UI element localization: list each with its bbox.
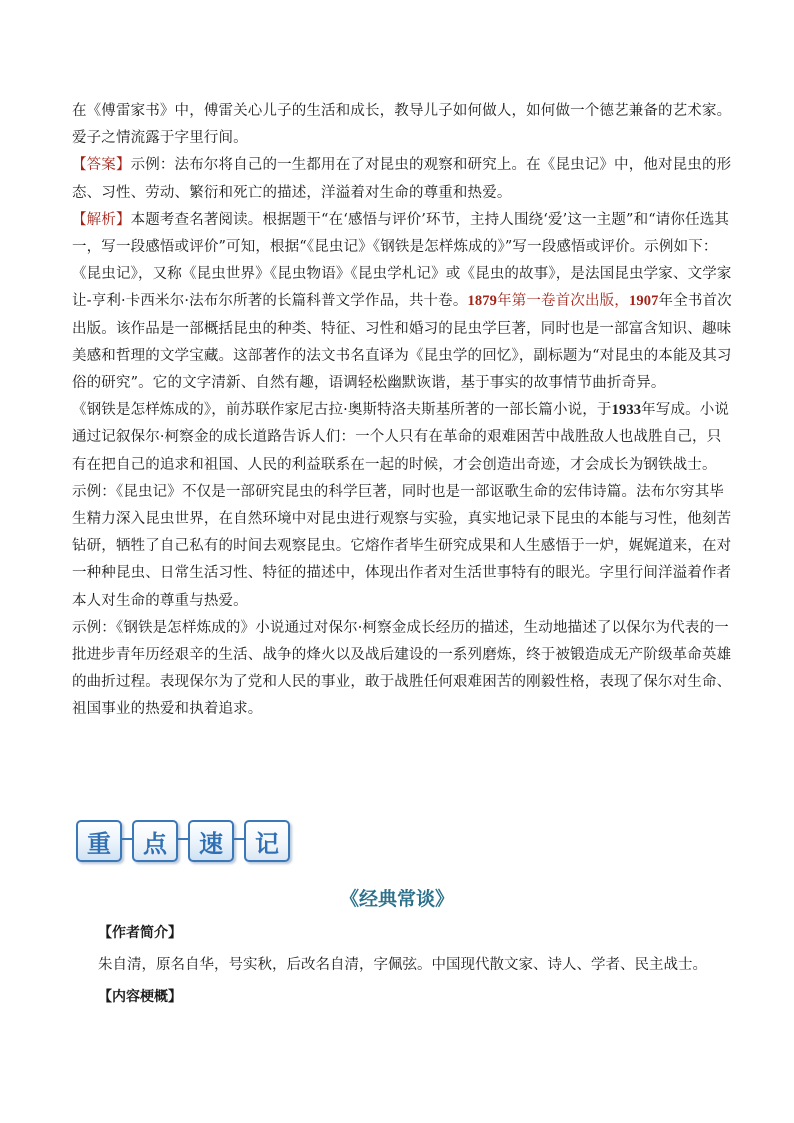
author-label xyxy=(98,922,718,942)
badge-connector xyxy=(122,838,132,846)
kunchong-intro-paragraph xyxy=(72,261,732,397)
analysis-paragraph xyxy=(72,207,732,261)
gangtie-intro-paragraph xyxy=(72,397,732,479)
author-label-text: 【作者简介】 xyxy=(98,925,182,941)
badge-dian: 点 xyxy=(132,820,178,862)
example-gangtie: 示例：《钢铁是怎样炼成的》小说通过对保尔·柯察金成长经历的描述，生动地描述了以保尔为代表的一批进步青年历经艰辛的生活、战争的烽火以及战后建设的一系列磨炼，终于被锻造成无产阶级革命英雄的曲折过程。表现保尔为了党和人民的事业，敢于战胜任何艰难困苦的刚毅性格，表现了保尔对生命、祖国事业的热爱和执着追求。 xyxy=(72,619,732,718)
example-kunchong: 示例：《昆虫记》不仅是一部研究昆虫的科学巨著，同时也是一部讴歌生命的宏伟诗篇。法布尔穷其毕生精力深入昆虫世界，在自然环境中对昆虫进行观察与实验，真实地记录下昆虫的本能与习性，他刻苦钻研，牺牲了自己私有的时间去观察昆虫。它熔作者毕生研究成果和人生感悟于一炉，娓娓道来，在对一种种昆虫、日常生活习性、特征的描述中，体现出作者对生活世事特有的眼光。字里行间洋溢着作者本人对生命的尊重与热爱。 xyxy=(72,483,732,609)
year-1933: 1933 xyxy=(611,402,642,419)
gangtie-intro-b: 年写成。小说通过记叙保尔·柯察金的成长道路告诉人们：一个人只有在革命的艰难困苦中战胜敌人也战胜自己，只有在把自己的追求和祖国、人民的利益联系在一起的时候，才会创造出奇迹，才会成长为钢铁战士。 xyxy=(72,402,730,473)
year-1907: 1907 xyxy=(628,293,659,310)
kunchong-intro-c: 年全书首次出版。该作品是一部概括昆虫的种类、特征、习性和婚习的昆虫学巨著，同时也是一部富含知识、趣味美感和哲理的文学宝藏。这部著作的法文书名直译为《昆虫学的回忆》，副标题为“对昆虫的本能及其习俗的研究”。它的文字清新、自然有趣，语调轻松幽默诙谐，基于事实的故事情节曲折奇异。 xyxy=(72,293,732,392)
content-label xyxy=(98,986,718,1006)
answer-tag: 【答案】 xyxy=(72,157,131,174)
kunchong-intro-b: 年第一卷首次出版， xyxy=(497,293,629,310)
answer-paragraph xyxy=(72,152,732,206)
badge-ji: 记 xyxy=(244,820,290,862)
paragraph-fulei: 在《傅雷家书》中，傅雷关心儿子的生活和成长，教导儿子如何做人，如何做一个德艺兼备的艺术家。爱子之情流露于字里行间。 xyxy=(72,103,732,147)
gangtie-intro-a: 《钢铁是怎样炼成的》，前苏联作家尼古拉·奥斯特洛夫斯基所著的一部长篇小说，于 xyxy=(72,402,612,419)
analysis-text: 本题考查名著阅读。根据题干“在‘感悟与评价’环节，主持人围绕‘爱’这一主题”和“请你任选其一，写一段感悟或评价”可知，根据“《昆虫记》《钢铁是怎样炼成的》”写一段感悟或评价。示例如下： xyxy=(72,211,730,256)
key-points-banner xyxy=(76,820,290,862)
badge-su: 速 xyxy=(188,820,234,862)
content-label-text: 【内容梗概】 xyxy=(98,989,182,1005)
book-title: 《经典常谈》 xyxy=(339,888,454,910)
kunchong-intro-a: 《昆虫记》，又称《昆虫世界》《昆虫物语》《昆虫学札记》或《昆虫的故事》，是法国昆虫学家、文学家让-亨利·卡西米尔·法布尔所著的长篇科普文学作品，共十卷。 xyxy=(72,266,732,310)
badge-zhong: 重 xyxy=(76,820,122,862)
analysis-tag: 【解析】 xyxy=(72,211,131,228)
year-1879: 1879 xyxy=(467,293,498,310)
badge-connector xyxy=(178,838,188,846)
main-text xyxy=(72,98,732,724)
badge-connector xyxy=(234,838,244,846)
answer-text: 示例：法布尔将自己的一生都用在了对昆虫的观察和研究上。在《昆虫记》中，他对昆虫的形态、习性、劳动、繁衍和死亡的描述，洋溢着对生命的尊重和热爱。 xyxy=(72,157,732,201)
author-intro: 朱自清，原名自华，号实秋，后改名自清，字佩弦。中国现代散文家、诗人、学者、民主战士。 xyxy=(98,957,707,973)
